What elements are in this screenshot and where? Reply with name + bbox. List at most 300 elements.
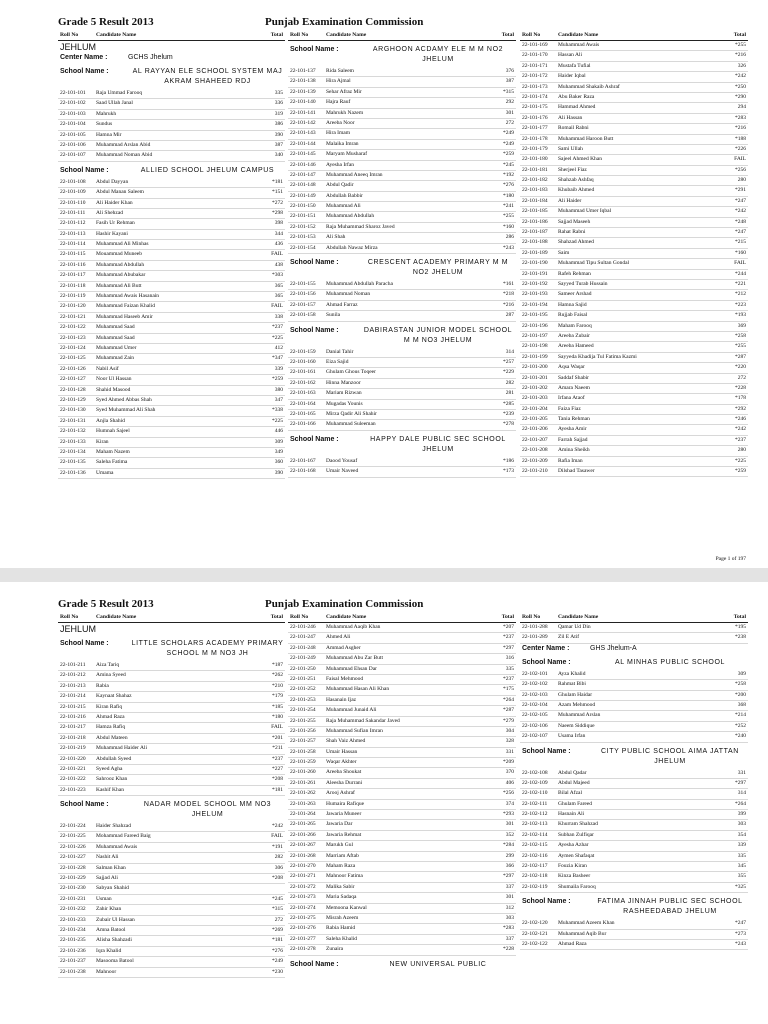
result-row — [58, 427, 285, 437]
candidate-name: Muhammad Aqib Bur — [558, 930, 607, 937]
roll-number: 22-101-115 — [60, 251, 86, 258]
total-marks: *347 — [272, 355, 283, 362]
roll-number: 22-101-119 — [60, 293, 86, 300]
candidate-name: Muhammad Abubakar — [96, 272, 146, 279]
total-marks: FAIL — [734, 156, 746, 163]
result-row — [520, 270, 748, 280]
total-marks: *208 — [272, 875, 283, 882]
result-row — [288, 467, 516, 477]
total-marks: 301 — [505, 109, 514, 116]
grade-title: Grade 5 Result 2013 — [58, 598, 154, 610]
total-marks: 412 — [274, 344, 283, 351]
roll-number: 22-101-139 — [290, 88, 316, 95]
roll-number: 22-102-120 — [522, 920, 548, 927]
candidate-name: Muhammad Umer — [96, 344, 137, 351]
result-row — [520, 238, 748, 248]
roll-number: 22-101-142 — [290, 119, 316, 126]
grade-title: Grade 5 Result 2013 — [58, 16, 154, 28]
roll-number: 22-101-121 — [60, 313, 86, 320]
candidate-name: Daood Yousaf — [326, 457, 358, 464]
candidate-name: Romail Rabni — [558, 125, 589, 132]
result-row — [288, 675, 516, 685]
roll-number: 22-101-112 — [60, 220, 86, 227]
total-marks: *284 — [503, 842, 514, 849]
candidate-name: Muhammad Awais — [558, 42, 600, 48]
result-row — [288, 129, 516, 139]
total-marks: 339 — [737, 842, 746, 849]
roll-number: 22-101-255 — [290, 717, 316, 724]
candidate-name: Saim — [558, 249, 570, 256]
result-row — [520, 691, 748, 701]
school-name — [288, 41, 516, 67]
total-marks: *243 — [735, 940, 746, 947]
result-row — [288, 77, 516, 87]
candidate-name: Muhammad Aneeq Imran — [326, 171, 383, 178]
candidate-name: Usama Irfan — [558, 733, 586, 740]
roll-number: 22-102-111 — [522, 800, 548, 807]
candidate-name: Muhammad Ali Butt — [96, 282, 142, 289]
total-marks: 387 — [505, 78, 514, 85]
result-row — [520, 374, 748, 384]
roll-number: 22-101-114 — [60, 241, 86, 248]
result-row — [520, 384, 748, 394]
result-row — [288, 368, 516, 378]
result-row — [520, 701, 748, 711]
roll-number: 22-101-228 — [60, 864, 86, 871]
roll-number: 22-101-147 — [290, 171, 316, 178]
roll-number: 22-101-257 — [290, 738, 316, 745]
column-body — [288, 41, 516, 478]
result-row — [58, 261, 285, 271]
total-marks: 337 — [505, 935, 514, 942]
roll-number: 22-101-250 — [290, 665, 316, 672]
result-row — [520, 166, 748, 176]
result-row — [520, 446, 748, 456]
center-name — [58, 53, 285, 63]
roll-number: 22-101-132 — [60, 428, 86, 435]
total-header: Total — [501, 614, 514, 620]
candidate-name: Anjla Shahid — [96, 417, 125, 424]
roll-number: 22-101-128 — [60, 386, 86, 393]
result-row — [520, 228, 748, 238]
roll-number: 22-101-231 — [60, 895, 86, 902]
result-row — [520, 670, 748, 680]
result-row — [288, 768, 516, 778]
result-row — [58, 199, 285, 209]
candidate-name: Muhammad Haroon Butt — [558, 135, 614, 142]
roll-number: 22-101-174 — [522, 93, 548, 100]
total-marks: 345 — [737, 863, 746, 870]
roll-number: 22-101-103 — [60, 110, 86, 117]
candidate-name: Mouammad Muneeb — [96, 251, 142, 258]
center-name-label: Center Name : — [60, 54, 108, 61]
roll-number: 22-101-209 — [522, 457, 548, 464]
roll-number: 22-101-104 — [60, 121, 86, 128]
total-marks: *188 — [735, 135, 746, 142]
total-marks: 280 — [737, 447, 746, 454]
total-marks: *237 — [272, 755, 283, 762]
result-row — [58, 110, 285, 120]
total-header: Total — [270, 614, 283, 620]
result-column — [58, 30, 285, 479]
result-row — [58, 151, 285, 161]
result-row — [288, 665, 516, 675]
candidate-name: Jawaria Muneer — [326, 811, 362, 818]
school-name-value: AL RAYYAN ELE SCHOOL SYSTEM MAJ AKRAM SHAHEED RDJ — [132, 68, 283, 85]
roll-number: 22-101-251 — [290, 675, 316, 682]
school-name-value: CRESCENT ACADEMY PRIMARY M M NO2 JHELUM — [367, 259, 509, 277]
candidate-name: Muhammad Abdullah — [326, 213, 375, 220]
result-row — [58, 671, 285, 681]
candidate-name-header: Candidate Name — [96, 32, 137, 38]
candidate-name: Aleesha Durrani — [326, 779, 363, 786]
school-name — [58, 796, 285, 822]
roll-number: 22-101-226 — [60, 843, 86, 850]
roll-number: 22-102-102 — [522, 681, 548, 688]
total-marks: 340 — [274, 152, 283, 159]
school-name-value: DABIRASTAN JUNIOR MODEL SCHOOL M M NO3 JHELUM — [363, 326, 513, 344]
total-marks: *215 — [735, 239, 746, 246]
candidate-name: Hira Ajmal — [326, 78, 351, 85]
roll-number: 22-101-275 — [290, 914, 316, 921]
roll-number: 22-101-169 — [522, 42, 548, 48]
candidate-name: Areeba Noor — [326, 119, 355, 126]
roll-number: 22-101-233 — [60, 916, 86, 923]
roll-number: 22-102-114 — [522, 831, 548, 838]
total-marks: 387 — [274, 141, 283, 148]
school-name-label: School Name : — [60, 166, 109, 174]
roll-number: 22-101-212 — [60, 672, 86, 679]
total-marks: 446 — [274, 428, 283, 435]
total-marks: 360 — [274, 459, 283, 466]
candidate-name: Ali Shehzad — [96, 209, 124, 216]
candidate-name: Shahzad Ahmed — [558, 239, 594, 246]
candidate-name: Sahrooz Khan — [96, 776, 128, 783]
total-marks: *212 — [735, 291, 746, 298]
roll-number: 22-101-210 — [522, 468, 548, 475]
roll-number: 22-102-104 — [522, 701, 548, 708]
roll-number: 22-101-164 — [290, 400, 316, 407]
candidate-name: Amina Syeed — [96, 672, 126, 679]
roll-number: 22-101-230 — [60, 885, 86, 892]
result-row — [58, 230, 285, 240]
result-row — [520, 218, 748, 228]
roll-number: 22-101-272 — [290, 883, 316, 890]
candidate-name: Saddaf Shabir — [558, 374, 590, 381]
result-row — [520, 722, 748, 732]
result-row — [288, 290, 516, 300]
roll-number: 22-101-105 — [60, 131, 86, 138]
result-row — [520, 841, 748, 851]
roll-number: 22-101-184 — [522, 197, 548, 204]
total-marks: *210 — [272, 682, 283, 689]
roll-number: 22-101-188 — [522, 239, 548, 246]
total-marks: *247 — [735, 197, 746, 204]
total-marks: 368 — [737, 701, 746, 708]
candidate-name: Rabia Hamid — [326, 925, 356, 932]
roll-number: 22-101-219 — [60, 745, 86, 752]
roll-number: 22-101-117 — [60, 272, 86, 279]
total-marks: 312 — [505, 904, 514, 911]
result-row — [288, 244, 516, 254]
total-marks: FAIL — [734, 260, 746, 267]
result-row — [58, 386, 285, 396]
result-row — [58, 968, 285, 978]
result-row — [288, 301, 516, 311]
total-marks: *258 — [735, 681, 746, 688]
roll-number: 22-101-176 — [522, 114, 548, 121]
roll-no-header: Roll No — [522, 614, 541, 620]
total-marks: *276 — [503, 182, 514, 189]
roll-number: 22-102-103 — [522, 691, 548, 698]
roll-number: 22-101-214 — [60, 693, 86, 700]
candidate-name-header: Candidate Name — [558, 614, 599, 620]
result-row — [58, 713, 285, 723]
candidate-name: Rujjab Faisal — [558, 312, 588, 319]
result-row — [58, 89, 285, 99]
result-row — [58, 406, 285, 416]
result-row — [288, 202, 516, 212]
roll-number: 22-101-256 — [290, 727, 316, 734]
total-marks: 294 — [737, 104, 746, 111]
total-marks: *225 — [735, 457, 746, 464]
roll-number: 22-101-236 — [60, 947, 86, 954]
total-marks: *279 — [503, 717, 514, 724]
total-marks: *228 — [735, 384, 746, 391]
roll-number: 22-102-121 — [522, 930, 548, 937]
candidate-name: Abdullah Babbir — [326, 192, 363, 199]
result-row — [288, 685, 516, 695]
roll-number: 22-101-221 — [60, 765, 86, 772]
page-header — [0, 0, 768, 26]
result-row — [288, 389, 516, 399]
total-marks: 304 — [505, 727, 514, 734]
candidate-name: Areeba Zubair — [558, 332, 590, 339]
roll-number: 22-101-148 — [290, 182, 316, 189]
candidate-name-header: Candidate Name — [558, 32, 599, 38]
candidate-name: Hamna Sajid — [558, 301, 587, 308]
candidate-name: Sajeel Ahmed Khan — [558, 156, 602, 163]
total-marks: *181 — [272, 786, 283, 793]
total-marks: 390 — [274, 131, 283, 138]
candidate-name: Fasih Ur Rehman — [96, 220, 135, 227]
candidate-name: Amina Sheikh — [558, 447, 590, 454]
roll-number: 22-101-171 — [522, 62, 548, 69]
result-row — [288, 841, 516, 851]
roll-number: 22-101-253 — [290, 696, 316, 703]
total-marks: FAIL — [271, 251, 283, 258]
total-marks: *259 — [735, 468, 746, 475]
school-name-label: School Name : — [60, 640, 109, 647]
total-marks: *216 — [735, 125, 746, 132]
roll-number: 22-101-248 — [290, 644, 316, 651]
result-row — [58, 292, 285, 302]
roll-number: 22-101-185 — [522, 208, 548, 215]
candidate-name: Malaika Imran — [326, 140, 359, 147]
result-row — [58, 936, 285, 946]
result-row — [520, 467, 748, 477]
candidate-name: Sabyan Shahid — [96, 885, 129, 892]
candidate-name: Muhammad Abdullah — [96, 261, 145, 268]
school-name — [520, 893, 748, 919]
result-row — [288, 924, 516, 934]
roll-number: 22-101-260 — [290, 769, 316, 776]
total-marks: *244 — [735, 270, 746, 277]
result-row — [58, 843, 285, 853]
result-row — [520, 810, 748, 820]
roll-number: 22-101-254 — [290, 707, 316, 714]
total-marks: 369 — [737, 322, 746, 329]
result-row — [58, 895, 285, 905]
roll-number: 22-101-153 — [290, 234, 316, 241]
roll-number: 22-102-112 — [522, 811, 548, 818]
total-marks: *297 — [735, 779, 746, 786]
roll-number: 22-101-127 — [60, 376, 86, 383]
total-marks: *186 — [503, 457, 514, 464]
roll-number: 22-101-206 — [522, 426, 548, 433]
roll-number: 22-102-110 — [522, 790, 548, 797]
roll-number: 22-101-165 — [290, 410, 316, 417]
total-marks: *161 — [503, 281, 514, 288]
school-name — [58, 635, 285, 661]
candidate-name: Muhammad Sufian Imran — [326, 727, 383, 734]
result-row — [288, 883, 516, 893]
result-row — [288, 212, 516, 222]
roll-number: 22-101-143 — [290, 130, 316, 137]
total-marks: *207 — [503, 624, 514, 630]
result-row — [58, 469, 285, 479]
school-name-label: School Name : — [290, 960, 339, 968]
total-marks: *249 — [503, 130, 514, 137]
result-row — [58, 323, 285, 333]
result-row — [288, 748, 516, 758]
candidate-name: Jawaria Dar — [326, 821, 353, 828]
roll-number: 22-101-229 — [60, 875, 86, 882]
roll-number: 22-101-208 — [522, 447, 548, 454]
roll-number: 22-101-118 — [60, 282, 86, 289]
total-marks: 370 — [505, 769, 514, 776]
roll-number: 22-101-138 — [290, 78, 316, 85]
result-row — [520, 831, 748, 841]
candidate-name: Rida Saleem — [326, 68, 354, 74]
candidate-name: Syed Muhammad Ali Shah — [96, 407, 156, 414]
roll-number: 22-101-234 — [60, 926, 86, 933]
school-name-label: School Name : — [60, 68, 109, 75]
total-marks: *297 — [503, 873, 514, 880]
result-row — [520, 280, 748, 290]
column-header — [58, 30, 285, 41]
result-row — [520, 457, 748, 467]
total-marks: *276 — [272, 947, 283, 954]
result-row — [288, 223, 516, 233]
total-marks: *259 — [272, 376, 283, 383]
total-marks: *237 — [503, 634, 514, 641]
result-row — [58, 682, 285, 692]
total-marks: 335 — [274, 90, 283, 96]
result-row — [58, 692, 285, 702]
roll-number: 22-102-101 — [522, 670, 548, 677]
candidate-name: Hamza Rafiq — [96, 724, 126, 731]
school-name — [288, 254, 516, 280]
candidate-name: Dilshad Tasawer — [558, 468, 595, 475]
candidate-name: Abdullah Nawaz Mirza — [326, 244, 378, 251]
total-marks: 380 — [274, 386, 283, 393]
column-body — [288, 623, 516, 972]
candidate-name: Hamna Mir — [96, 131, 122, 138]
candidate-name: Saleha Fatima — [96, 459, 128, 466]
center-name-label: Center Name : — [522, 644, 570, 652]
result-row — [520, 62, 748, 72]
result-row — [520, 114, 748, 124]
total-marks: 299 — [505, 852, 514, 859]
total-marks: *243 — [503, 244, 514, 251]
result-row — [288, 181, 516, 191]
roll-number: 22-101-211 — [60, 662, 86, 668]
total-marks: 365 — [274, 293, 283, 300]
total-marks: 338 — [274, 313, 283, 320]
total-marks: 319 — [274, 110, 283, 117]
candidate-name: Muhammad Suleeman — [326, 421, 376, 428]
candidate-name-header: Candidate Name — [96, 614, 137, 620]
candidate-name: Mariam Rizwan — [326, 390, 362, 397]
roll-number: 22-101-261 — [290, 779, 316, 786]
result-row — [520, 322, 748, 332]
total-marks: 406 — [505, 779, 514, 786]
candidate-name: Hajra Rauf — [326, 99, 351, 106]
candidate-name: Tania Rehman — [558, 416, 590, 423]
school-name-label: School Name : — [522, 658, 571, 666]
result-row — [288, 171, 516, 181]
roll-number: 22-101-161 — [290, 369, 316, 376]
candidate-name: Muhammad Noman — [326, 291, 371, 298]
result-row — [58, 458, 285, 468]
total-marks: *160 — [735, 249, 746, 256]
roll-no-header: Roll No — [60, 614, 79, 620]
candidate-name: Maham Raza — [326, 862, 356, 869]
candidate-name: Danial Tahir — [326, 348, 354, 355]
candidate-name: Kinza Basheer — [558, 873, 591, 880]
roll-number: 22-101-199 — [522, 353, 548, 360]
total-marks: *230 — [272, 968, 283, 975]
roll-number: 22-101-167 — [290, 457, 316, 464]
candidate-name: Ali Shah — [326, 234, 346, 241]
column-header — [520, 30, 748, 41]
total-marks: 292 — [505, 99, 514, 106]
candidate-name: Muhammad Faizan Khalid — [96, 303, 155, 310]
result-row — [288, 758, 516, 768]
total-marks: 328 — [505, 738, 514, 745]
candidate-name: Amna Batool — [96, 926, 126, 933]
roll-number: 22-101-160 — [290, 358, 316, 365]
result-row — [58, 775, 285, 785]
candidate-name: Zahir Khan — [96, 906, 122, 913]
roll-number: 22-101-170 — [522, 52, 548, 59]
roll-number: 22-101-123 — [60, 334, 86, 341]
candidate-name: Muhammad Ali — [326, 203, 361, 210]
candidate-name: Muhammad Noman Abid — [96, 152, 153, 159]
candidate-name: Arooj Ashraf — [326, 790, 355, 797]
roll-number: 22-101-110 — [60, 199, 86, 206]
result-row — [58, 219, 285, 229]
roll-number: 22-101-203 — [522, 395, 548, 402]
candidate-name: Muhammad Ehsan Dar — [326, 665, 378, 672]
candidate-name: Muhammad Awais — [96, 843, 138, 850]
total-marks: 335 — [737, 852, 746, 859]
result-row — [58, 661, 285, 671]
total-marks: *293 — [503, 811, 514, 818]
roll-number: 22-101-150 — [290, 203, 316, 210]
total-marks: 314 — [737, 790, 746, 797]
